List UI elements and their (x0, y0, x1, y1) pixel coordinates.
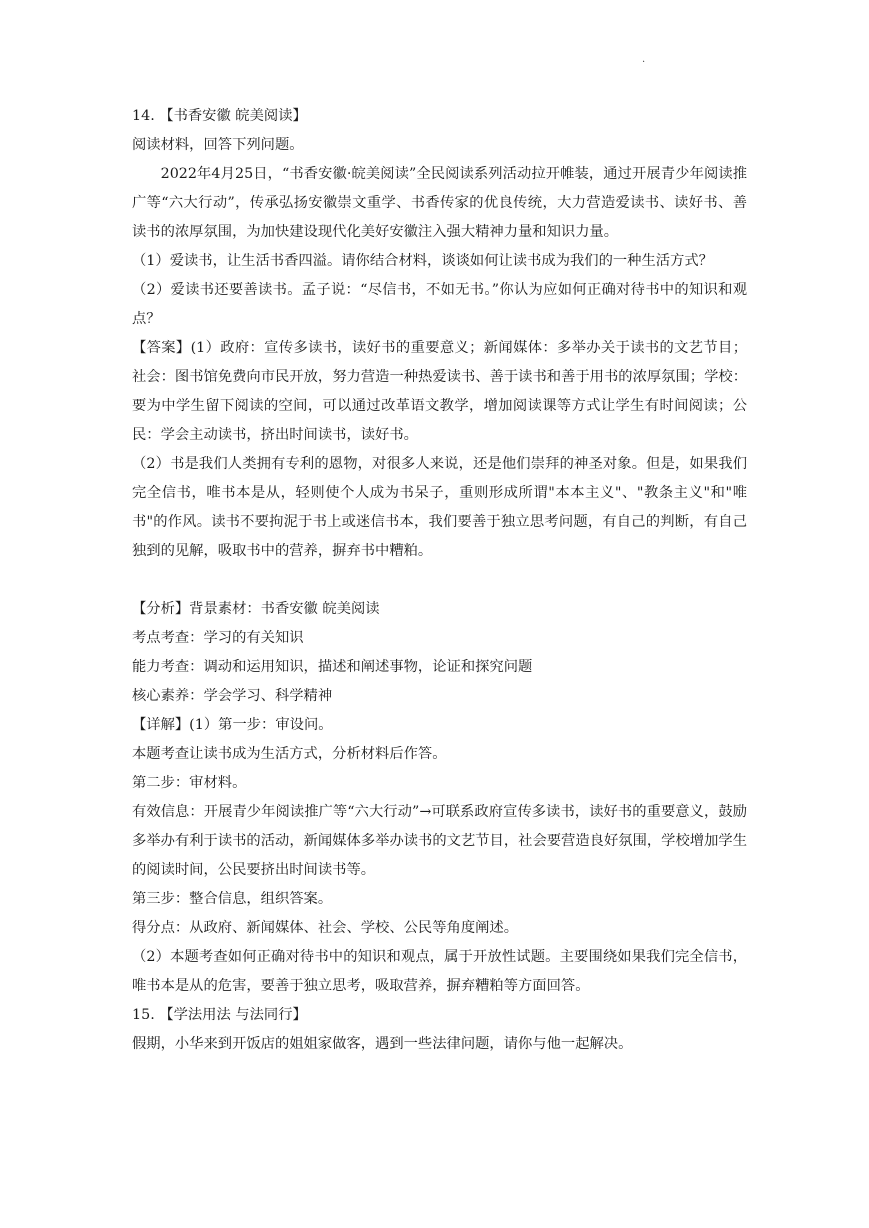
header-mark: . (642, 54, 646, 65)
question-14-sub-2: （2）爱读书还要善读书。孟子说：“尽信书，不如无书。”你认为应如何正确对待书中的知识和观点？ (132, 282, 747, 327)
detail-effective-info: 有效信息：开展青少年阅读推广等“六大行动”→可联系政府宣传多读书，读好书的重要意义，鼓励多举办有利于读书的活动，新闻媒体多举办读书的文艺节目，社会要营造良好氛围，学校增加学生的阅读时间，公民要挤出时间读书等。 (132, 804, 747, 878)
analysis-background: 【分析】背景素材：书香安徽 皖美阅读 (132, 601, 380, 617)
blank-line (132, 566, 747, 595)
detail-step-2: 第二步：审材料。 (132, 775, 247, 791)
detail-score-points: 得分点：从政府、新闻媒体、社会、学校、公民等角度阐述。 (132, 920, 519, 936)
analysis-knowledge: 考点考查：学习的有关知识 (132, 630, 304, 646)
question-14-instruction: 阅读材料，回答下列问题。 (132, 137, 304, 153)
question-14-title: 14. 【书香安徽 皖美阅读】 (132, 108, 307, 124)
analysis-ability: 能力考查：调动和运用知识，描述和阐述事物，论证和探究问题 (132, 659, 533, 675)
detail-step-1: 【详解】(1）第一步：审设问。 (132, 717, 333, 733)
answer-part-1: 【答案】(1）政府：宣传多读书，读好书的重要意义；新闻媒体：多举办关于读书的文艺节目；社会：图书馆免费向市民开放，努力营造一种热爱读书、善于读书和善于用书的浓厚氛围；学校：要为中学生留下阅读的空间，可以通过改革语文教学，增加阅读课等方式让学生有时间阅读；公民：学会主动读书，挤出时间读书，读好书。 (132, 340, 747, 443)
question-15-intro: 假期，小华来到开饭店的姐姐家做客，遇到一些法律问题，请你与他一起解决。 (132, 1036, 633, 1052)
answer-part-2: （2）书是我们人类拥有专利的恩物，对很多人来说，还是他们崇拜的神圣对象。但是，如果我们完全信书，唯书本是从，轻则使个人成为书呆子，重则形成所谓"本本主义"、"教条主义"和"唯书"的作风。读书不要拘泥于书上或迷信书本，我们要善于独立思考问题，有自己的判断，有自己独到的见解，吸取书中的营养，摒弃书中糟粕。 (132, 456, 747, 559)
detail-step-3: 第三步：整合信息，组织答案。 (132, 891, 333, 907)
document-page (132, 102, 747, 1059)
detail-part-2: （2）本题考查如何正确对待书中的知识和观点，属于开放性试题。主要围绕如果我们完全信书，唯书本是从的危害，要善于独立思考，吸取营养，摒弃糟粕等方面回答。 (132, 949, 747, 994)
question-15-title: 15. 【学法用法 与法同行】 (132, 1007, 307, 1023)
question-14-sub-1: （1）爱读书，让生活书香四溢。请你结合材料，谈谈如何让读书成为我们的一种生活方式？ (132, 253, 713, 269)
detail-step-1-text: 本题考查让读书成为生活方式，分析材料后作答。 (132, 746, 447, 762)
analysis-literacy: 核心素养：学会学习、科学精神 (132, 688, 333, 704)
question-14-material: 2022年4月25日，“书香安徽·皖美阅读”全民阅读系列活动拉开帷装，通过开展青少年阅读推广等“六大行动”，传承弘扬安徽崇文重学、书香传家的优良传统，大力营造爱读书、读好书、善读书的浓厚氛围，为加快建设现代化美好安徽注入强大精神力量和知识力量。 (132, 166, 747, 240)
